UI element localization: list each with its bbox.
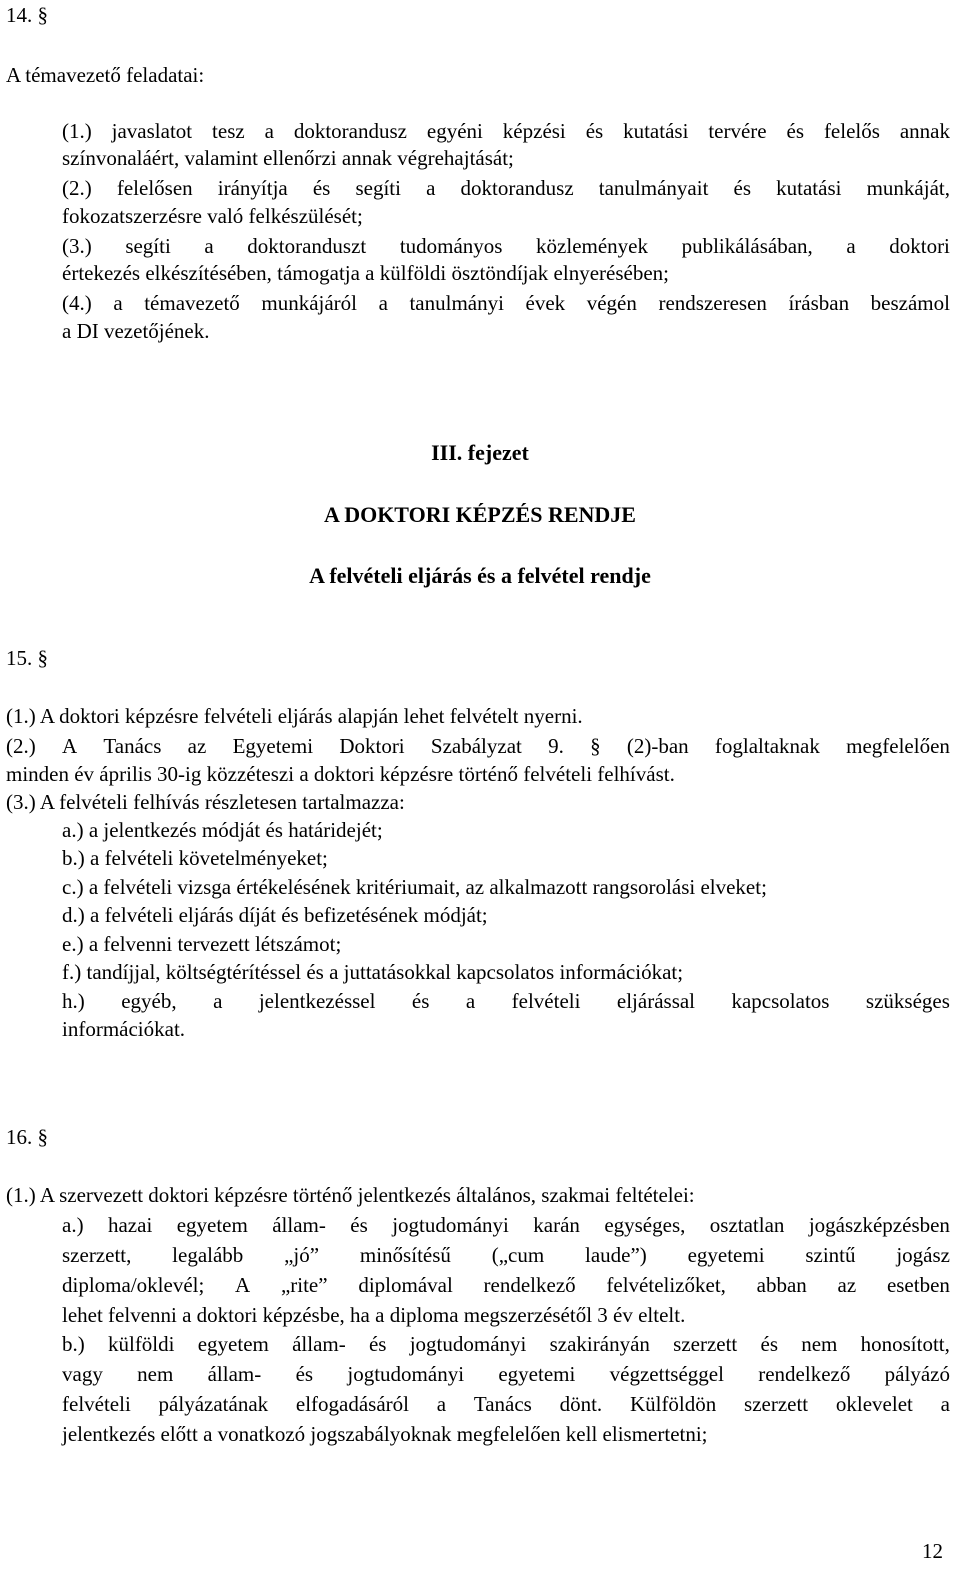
section-14-line: színvonaláért, valamint ellenőrzi annak végrehajtását; <box>62 146 514 170</box>
section-16-item: vagy nem állam- és jogtudományi egyetemi végzettséggel rendelkező pályázó <box>62 1362 950 1386</box>
chapter-number: III. fejezet <box>431 440 529 465</box>
section-16-heading: 16. § <box>6 1125 48 1149</box>
section-14-intro: A témavezető feladatai: <box>6 63 205 87</box>
chapter-title: A DOKTORI KÉPZÉS RENDJE <box>324 502 636 527</box>
section-15-item: f.) tandíjjal, költségtérítéssel és a juttatásokkal kapcsolatos információkat; <box>62 960 684 984</box>
section-14-line: (2.) felelősen irányítja és segíti a doktorandusz tanulmányait és kutatási munkáját, <box>62 176 950 200</box>
section-14-heading: 14. § <box>6 3 48 27</box>
section-15-line: (3.) A felvételi felhívás részletesen tartalmazza: <box>6 790 405 814</box>
section-14-line: a DI vezetőjének. <box>62 319 210 343</box>
section-16-item: lehet felvenni a doktori képzésbe, ha a diploma megszerzésétől 3 év eltelt. <box>62 1303 686 1327</box>
section-15-item: d.) a felvételi eljárás díját és befizetésének módját; <box>62 903 488 927</box>
section-16-item: a.) hazai egyetem állam- és jogtudományi karán egységes, osztatlan jogászképzésben <box>62 1213 950 1237</box>
section-16-item: diploma/oklevél; A „rite” diplomával rendelkező felvételizőket, abban az esetben <box>62 1273 950 1297</box>
section-15-line: (1.) A doktori képzésre felvételi eljárás alapján lehet felvételt nyerni. <box>6 704 583 728</box>
section-16-item: jelentkezés előtt a vonatkozó jogszabályoknak megfelelően kell elismertetni; <box>62 1422 708 1446</box>
section-16-item: felvételi pályázatának elfogadásáról a Tanács dönt. Külföldön szerzett oklevelet a <box>62 1392 950 1416</box>
section-15-line: minden év április 30-ig közzéteszi a doktori képzésre történő felvételi felhívást. <box>6 762 675 786</box>
section-14-line: (4.) a témavezető munkájáról a tanulmányi évek végén rendszeresen írásban beszámol <box>62 291 950 315</box>
section-14-line: értekezés elkészítésében, támogatja a külföldi ösztöndíjak elnyerésében; <box>62 261 670 285</box>
section-15-item: e.) a felvenni tervezett létszámot; <box>62 932 342 956</box>
section-14-line: fokozatszerzésre való felkészülését; <box>62 204 363 228</box>
section-14-line: (1.) javaslatot tesz a doktorandusz egyéni képzési és kutatási tervére és felelős annak <box>62 119 950 143</box>
section-15-item: c.) a felvételi vizsga értékelésének kritériumait, az alkalmazott rangsorolási elveket; <box>62 875 767 899</box>
section-16-intro: (1.) A szervezett doktori képzésre történő jelentkezés általános, szakmai feltételei: <box>6 1183 695 1207</box>
section-15-item: h.) egyéb, a jelentkezéssel és a felvételi eljárással kapcsolatos szükséges <box>62 989 950 1013</box>
chapter-subtitle: A felvételi eljárás és a felvétel rendje <box>309 563 651 588</box>
section-15-line: (2.) A Tanács az Egyetemi Doktori Szabályzat 9. § (2)-ban foglaltaknak megfelelően <box>6 734 950 758</box>
section-15-item: információkat. <box>62 1017 186 1041</box>
section-14-line: (3.) segíti a doktoranduszt tudományos közlemények publikálásában, a doktori <box>62 234 950 258</box>
section-15-item: a.) a jelentkezés módját és határidejét; <box>62 818 383 842</box>
section-15-item: b.) a felvételi követelményeket; <box>62 846 328 870</box>
section-15-heading: 15. § <box>6 646 48 670</box>
section-16-item: szerzett, legalább „jó” minősítésű („cum laude”) egyetemi szintű jogász <box>62 1243 950 1267</box>
section-16-item: b.) külföldi egyetem állam- és jogtudományi szakirányán szerzett és nem honosított, <box>62 1332 950 1356</box>
page-number: 12 <box>922 1539 943 1563</box>
